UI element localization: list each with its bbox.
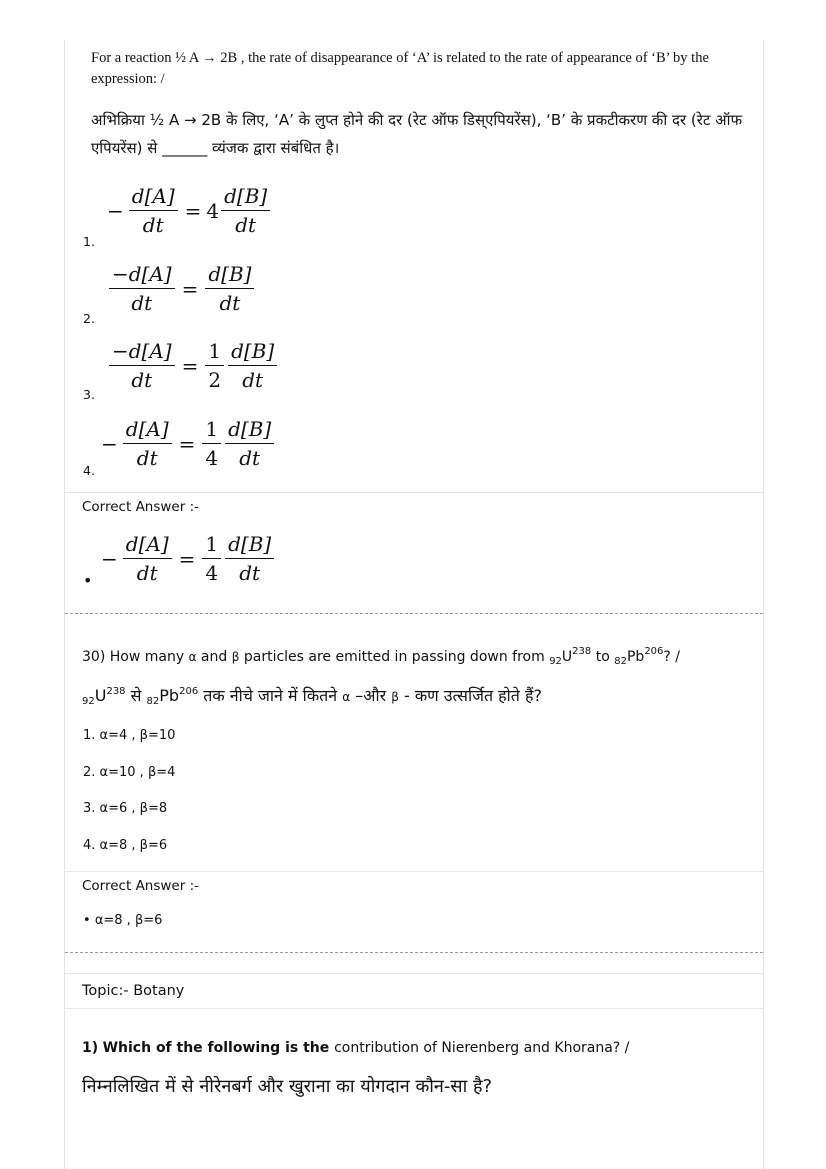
coefficient-fraction: $\frac{1}{4}$: [202, 417, 221, 470]
correct-answer-equation: − $\frac{d[A]}{dt}$ = $\frac{1}{4}$ $\frac{d[B]}{dt}$: [101, 532, 276, 585]
botany-question-1-text-hi: निम्नलिखित में से नीरेनबर्ग और खुराना का योगदान कौन-सा है?: [82, 1076, 493, 1097]
lhs-fraction: $\frac{-d[A]}{dt}$: [109, 339, 175, 392]
option-4-number: 4.: [83, 463, 95, 478]
option-2: 2. α=10 , β=4: [83, 765, 176, 780]
correct-answer-value: • α=8 , β=6: [83, 913, 163, 928]
coefficient-fraction: $\frac{1}{4}$: [202, 532, 221, 585]
coefficient: 4: [206, 198, 220, 223]
option-2-equation: $\frac{-d[A]}{dt}$ = $\frac{d[B]}{dt}$: [107, 262, 256, 315]
bullet-icon: •: [83, 913, 91, 928]
lhs-fraction: $\frac{-d[A]}{dt}$: [109, 262, 175, 315]
botany-question-1-text-en: 1) Which of the following is the contribution of Nierenberg and Khorana? /: [82, 1040, 630, 1056]
option-1: 1. α=4 , β=10: [83, 728, 176, 743]
option-4: 4. α=8 , β=6: [83, 838, 168, 853]
topic-heading: Topic:- Botany: [82, 983, 185, 999]
coefficient-fraction: $\frac{1}{2}$: [205, 339, 224, 392]
question-29-text-hi: अभिक्रिया ½ A → 2B के लिए, ‘A’ के लुप्त होने की दर (रेट ऑफ डिस्एपियरेंस), ‘B’ के प्रकटीकरण की दर (रेट ऑफ एपियरेंस) से ______ व्यंजक द्वारा संबंधित है।: [91, 111, 743, 157]
rhs-fraction: $\frac{d[B]}{dt}$: [228, 339, 277, 392]
rhs-fraction: $\frac{d[B]}{dt}$: [225, 417, 274, 470]
divider: [65, 871, 763, 872]
lhs-fraction: $\frac{d[A]}{dt}$: [123, 417, 172, 470]
rhs-fraction: $\frac{d[B]}{dt}$: [205, 262, 254, 315]
bullet-icon: •: [83, 571, 93, 590]
dashed-separator: [65, 952, 763, 953]
option-3: 3. α=6 , β=8: [83, 801, 168, 816]
question-30-text-en: 30) How many α and β particles are emitted in passing down from $_{92}U^{238}$ to $_{82}Pb^{206}$? /: [82, 646, 681, 667]
rhs-fraction: $\frac{d[B]}{dt}$: [225, 532, 274, 585]
question-number: 1): [82, 1040, 99, 1056]
option-3-equation: $\frac{-d[A]}{dt}$ = $\frac{1}{2}$ $\frac{d[B]}{dt}$: [107, 339, 279, 392]
option-2-number: 2.: [83, 311, 95, 326]
correct-answer-label: Correct Answer :-: [82, 878, 199, 894]
rhs-fraction: $\frac{d[B]}{dt}$: [221, 184, 270, 237]
question-29-text-en: For a reaction ½ A → 2B , the rate of disappearance of ‘A’ is related to the rate of appearance of ‘B’ by the expression: /: [91, 50, 709, 87]
lhs-fraction: $\frac{d[A]}{dt}$: [123, 532, 172, 585]
dashed-separator: [65, 613, 763, 614]
lhs-fraction: $\frac{d[A]}{dt}$: [129, 184, 178, 237]
option-1-equation: − $\frac{d[A]}{dt}$ = 4 $\frac{d[B]}{dt}$: [107, 184, 272, 237]
correct-answer-label: Correct Answer :-: [82, 499, 199, 515]
question-number: 30): [82, 649, 106, 665]
divider: [65, 973, 763, 974]
option-3-number: 3.: [83, 387, 95, 402]
divider: [65, 1008, 763, 1009]
divider: [65, 492, 763, 493]
question-page: [64, 40, 764, 1169]
option-1-number: 1.: [83, 234, 95, 249]
option-4-equation: − $\frac{d[A]}{dt}$ = $\frac{1}{4}$ $\frac{d[B]}{dt}$: [101, 417, 276, 470]
minus-sign: −: [107, 198, 124, 223]
question-30-text-hi: $_{92}U^{238}$ से $_{82}Pb^{206}$ तक नीचे जाने में कितने α –और β - कण उत्सर्जित होते हैं?: [82, 686, 542, 707]
